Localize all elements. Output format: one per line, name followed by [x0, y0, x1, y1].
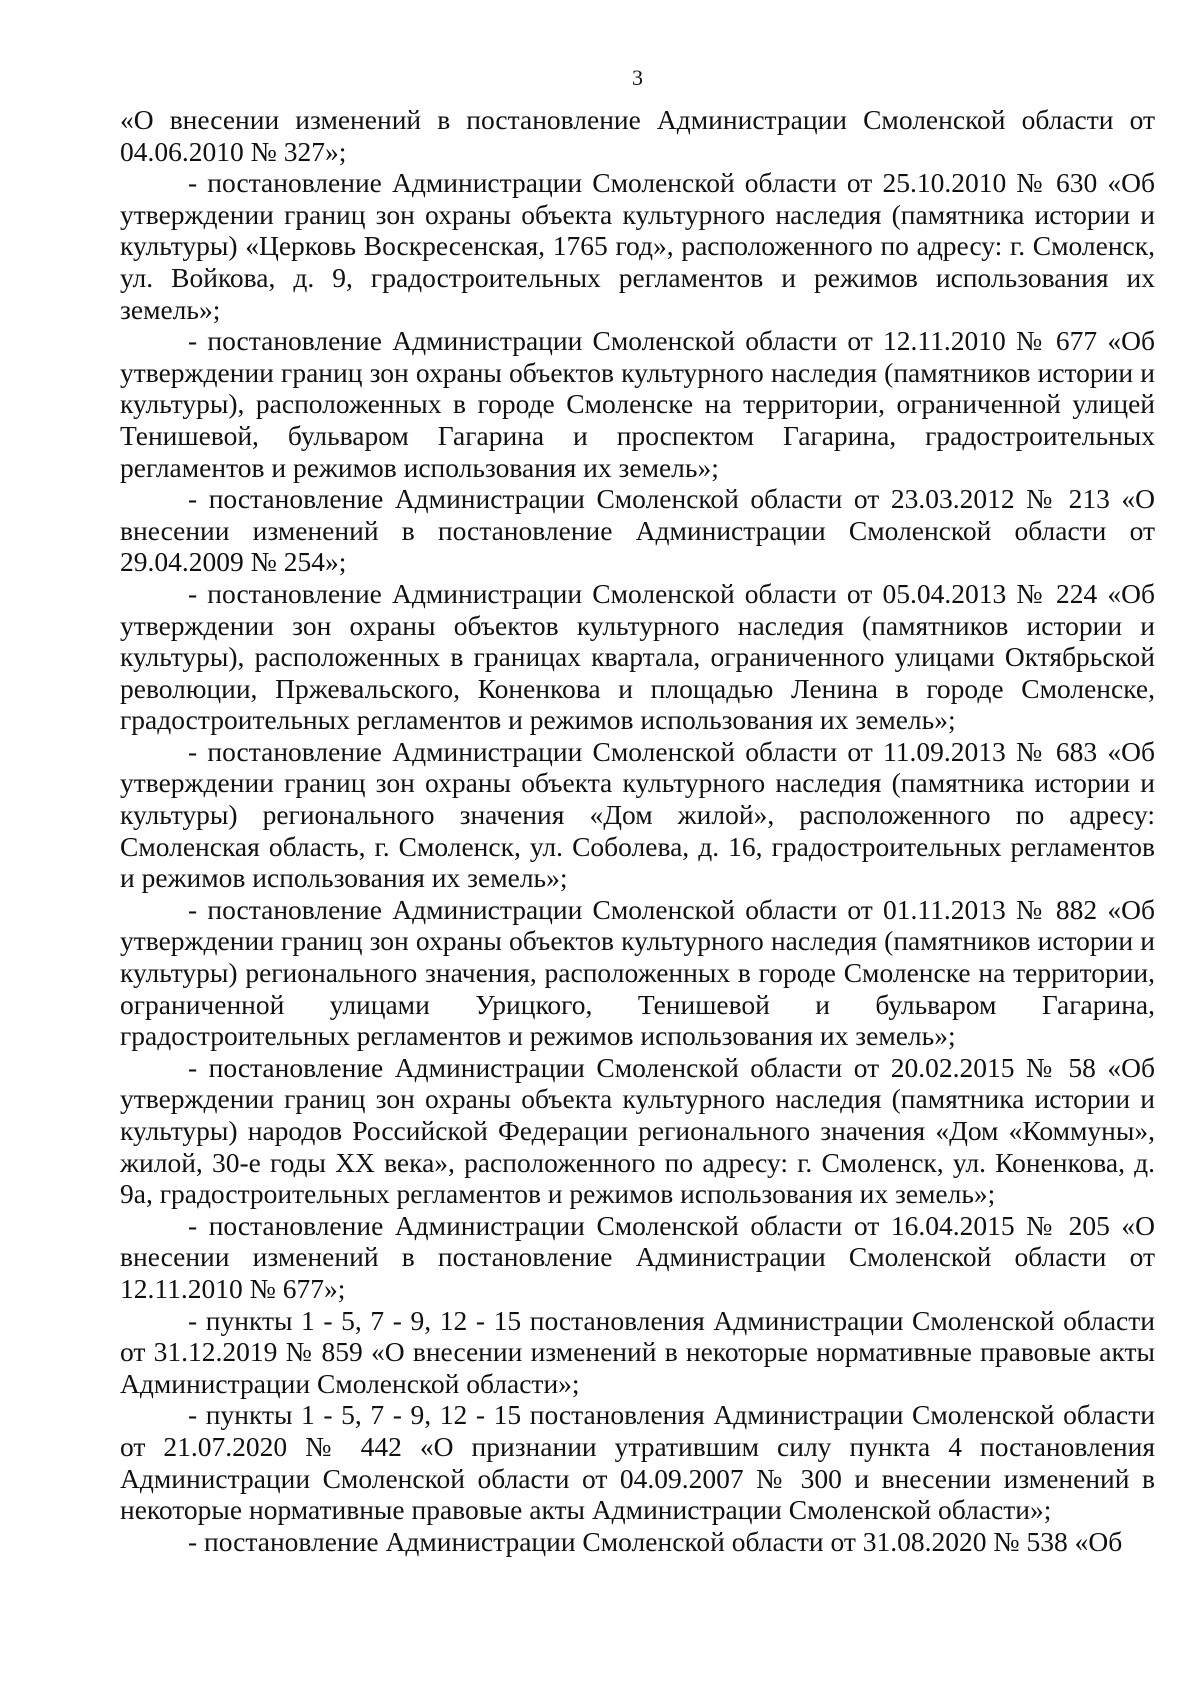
document-body [120, 104, 1155, 1557]
paragraph: - постановление Администрации Смоленской области от 11.09.2013 № 683 «Об утверждении границ зон охраны объекта культурного наследия (памятника истории и культуры) регионального значения «Дом жилой», расположенного по адресу: Смоленская область, г. Смоленск, ул. Соболева, д. 16, градостроительных регламентов и режимов использования их земель»; [120, 735, 1155, 894]
paragraph: - пункты 1 - 5, 7 - 9, 12 - 15 постановления Администрации Смоленской области от 31.12.2019 № 859 «О внесении изменений в некоторые нормативные правовые акты Администрации Смоленской области»; [120, 1304, 1155, 1399]
paragraph: - постановление Администрации Смоленской области от 23.03.2012 № 213 «О внесении изменений в постановление Администрации Смоленской области от 29.04.2009 № 254»; [120, 483, 1155, 578]
paragraph: - постановление Администрации Смоленской области от 20.02.2015 № 58 «Об утверждении границ зон охраны объекта культурного наследия (памятника истории и культуры) народов Российской Федерации регионального значения «Дом «Коммуны», жилой, 30-е годы XX века», расположенного по адресу: г. Смоленск, ул. Коненкова, д. 9а, градостроительных регламентов и режимов использования их земель»; [120, 1051, 1155, 1210]
paragraph: - постановление Администрации Смоленской области от 05.04.2013 № 224 «Об утверждении зон охраны объектов культурного наследия (памятников истории и культуры), расположенных в границах квартала, ограниченного улицами Октябрьской революции, Пржевальского, Коненкова и площадью Ленина в городе Смоленске, градостроительных регламентов и режимов использования их земель»; [120, 577, 1155, 736]
paragraph: - пункты 1 - 5, 7 - 9, 12 - 15 постановления Администрации Смоленской области от 21.07.2020 № 442 «О признании утратившим силу пункта 4 постановления Администрации Смоленской области от 04.09.2007 № 300 и внесении изменений в некоторые нормативные правовые акты Администрации Смоленской области»; [120, 1399, 1155, 1526]
paragraph: - постановление Администрации Смоленской области от 01.11.2013 № 882 «Об утверждении границ зон охраны объектов культурного наследия (памятников истории и культуры) регионального значения, расположенных в городе Смоленске на территории, ограниченной улицами Урицкого, Тенишевой и бульваром Гагарина, градостроительных регламентов и режимов использования их земель»; [120, 893, 1155, 1052]
paragraph: - постановление Администрации Смоленской области от 12.11.2010 № 677 «Об утверждении границ зон охраны объектов культурного наследия (памятников истории и культуры), расположенных в городе Смоленске на территории, ограниченной улицей Тенишевой, бульваром Гагарина и проспектом Гагарина, градостроительных регламентов и режимов использования их земель»; [120, 325, 1155, 483]
paragraph: - постановление Администрации Смоленской области от 25.10.2010 № 630 «Об утверждении границ зон охраны объекта культурного наследия (памятника истории и культуры) «Церковь Воскресенская, 1765 год», расположенного по адресу: г. Смоленск, ул. Войкова, д. 9, градостроительных регламентов и режимов использования их земель»; [120, 167, 1155, 325]
paragraph: «О внесении изменений в постановление Администрации Смоленской области от 04.06.2010 № 327»; [120, 104, 1155, 167]
page-number: 3 [632, 65, 643, 90]
paragraph: - постановление Администрации Смоленской области от 31.08.2020 № 538 «Об [188, 1525, 1123, 1557]
paragraph: - постановление Администрации Смоленской области от 16.04.2015 № 205 «О внесении изменений в постановление Администрации Смоленской области от 12.11.2010 № 677»; [120, 1209, 1155, 1304]
